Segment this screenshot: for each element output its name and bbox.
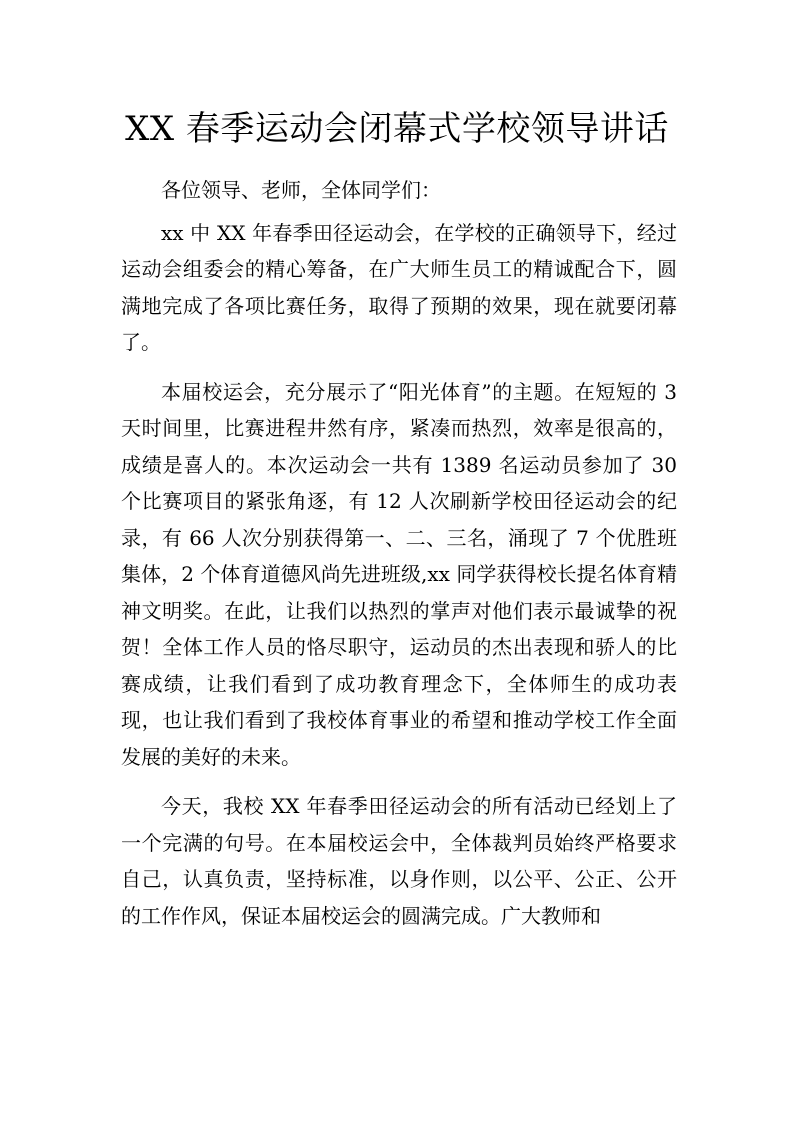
paragraph-1: xx 中 XX 年春季田径运动会，在学校的正确领导下，经过运动会组委会的精心筹备，在广大师生员工的精诚配合下，圆满地完成了各项比赛任务，取得了预期的效果，现在就要闭幕了。 — [121, 220, 677, 354]
paragraph-2: 本届校运会，充分展示了“阳光体育”的主题。在短短的 3 天时间里，比赛进程井然有序，紧凑而热烈，效率是很高的，成绩是喜人的。本次运动会一共有 1389 名运动员参加了 30 个比赛项目的紧张角逐，有 12 人次刷新学校田径运动会的纪录，有 66 人次分别获得第一、二、三名，涌现了 7 个优胜班集体，2 个体育道德风尚先进班级,xx 同学获得校长提名体育精神文明奖。在此，让我们以热烈的掌声对他们表示最诚挚的祝贺！全体工作人员的恪尽职守，运动员的杰出表现和骄人的比赛成绩，让我们看到了成功教育理念下，全体师生的成功表现，也让我们看到了我校体育事业的希望和推动学校工作全面发展的美好的未来。 — [121, 379, 677, 769]
document-body — [121, 172, 677, 947]
document-title: XX 春季运动会闭幕式学校领导讲话 — [125, 109, 669, 149]
greeting-line: 各位领导、老师，全体同学们： — [161, 178, 441, 202]
paragraph-3: 今天，我校 XX 年春季田径运动会的所有活动已经划上了一个完满的句号。在本届校运会中，全体裁判员始终严格要求自己，认真负责，坚持标准，以身作则，以公平、公正、公开的工作作风，保证本届校运会的圆满完成。广大教师和 — [121, 794, 677, 928]
